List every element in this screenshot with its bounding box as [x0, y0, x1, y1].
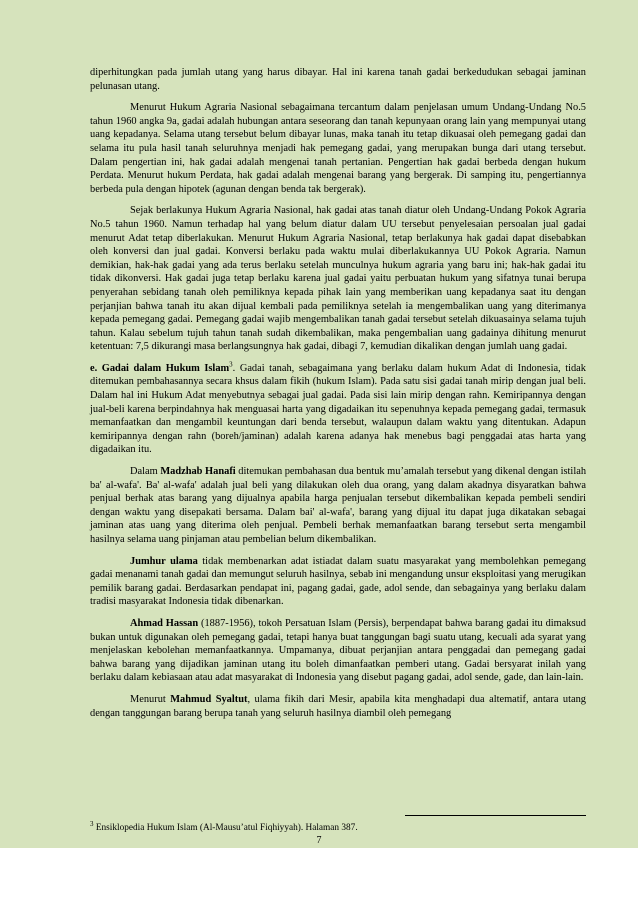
- footnote: [90, 819, 586, 834]
- paragraph-3: Sejak berlakunya Hukum Agraria Nasional, hak gadai atas tanah diatur oleh Undang-Undang Pokok Agraria No.5 tahun 1960. Namun terhadap hal yang belum diatur dalam UU tersebut penyelesaian persoalan jual gadai menurut Adat tetap diberlakukan. Menurut Hukum Agraria Nasional, tetap berlakunya hak gadai dapat disebabkan oleh konversi dan jual gadai. Konversi berlaku pada waktu mulai diberlakukannya UU Pokok Agraria. Namun demikian, hak-hak gadai yang ada terus berlaku setelah munculnya hukum agraria yang baru ini; hak-hak gadai itu tidak dikonversi. Hak gadai juga tetap berlaku karena jual gadai yaitu perbuatan hukum yang sifatnya tunai berupa penyerahan sebidang tanah oleh pemiliknya kepada pihak lain yang memberikan uang kepadanya saat itu dengan perjanjian bahwa tanah itu akan dijual kembali pada pemiliknya setelah ia mengembalikan uang yang diterimanya kepada pemegang gadai. Pemegang gadai wajib mengembalikan tanah gadai tersebut setelah dikuasainya selama tujuh tahun. Kalau sebelum tujuh tahun tanah sudah dikembalikan, maka pengembalian uang gadainya dihitung menurut ketentuan: 7,5 dikurangi masa berlangsungnya hak gadai, dibagi 7, kemudian dikalikan dengan jumlah uang gadai.: [90, 205, 586, 353]
- term-jumhur-ulama: Jumhur ulama: [130, 555, 198, 567]
- paragraph-jumhur-text: tidak membenarkan adat istiadat dalam suatu masyarakat yang membolehkan pemegang gadai menanami tanah gadai dan memungut seluruh hasilnya, sebab ini mengandung unsur eksploitasi yang merugikan pemilik barang gadai. Berdasarkan pendapat ini, pagang gadai, gade, adol sende, dan sebagainya yang berlaku dalam tradisi masyarakat Indonesia tidak dibenarkan.: [90, 555, 586, 608]
- paragraph-1: diperhitungkan pada jumlah utang yang harus dibayar. Hal ini karena tanah gadai berkedudukan sebagai jaminan pelunasan utang.: [90, 67, 586, 92]
- paragraph-2: Menurut Hukum Agraria Nasional sebagaimana tercantum dalam penjelasan umum Undang-Undang No.5 tahun 1960 angka 9a, gadai adalah hubungan antara seseorang dan tanah kepunyaan orang lain yang mempunyai utang uang kepadanya. Selama utang tersebut belum dibayar lunas, maka tanah itu tetap dikuasai oleh pemegang gadai dan selama itu pula hasil tanah seluruhnya menjadi hak pemegang gadai, yang merupakan bunga dari utang tersebut. Dalam pengertian ini, hak gadai adalah mengenai tanah pertanian. Pengertian hak gadai berbeda dengan hukum Perdata. Menurut hukum Perdata, hak gadai adalah mengenai barang yang bergerak. Di samping itu, pengertiannya berbeda pula dengan hipotek (agunan dengan benda tak bergerak).: [90, 102, 586, 195]
- paragraph-jumhur: [90, 555, 586, 609]
- page-number: 7: [316, 835, 322, 846]
- section-heading: e. Gadai dalam Hukum Islam: [90, 362, 230, 374]
- footnote-ref: 3: [229, 360, 233, 369]
- footnote-number: 3: [90, 819, 94, 828]
- page-body: [90, 66, 586, 728]
- section-e-paragraph: [90, 362, 586, 457]
- footnote-divider: [405, 815, 586, 816]
- footnote-text: Ensiklopedia Hukum Islam (Al-Mausu’atul Fiqhiyyah). Halaman 387.: [93, 823, 358, 833]
- term-madzhab-hanafi: Madzhab Hanafi: [160, 466, 236, 478]
- term-mahmud-syaltut: Mahmud Syaltut: [170, 693, 248, 705]
- paragraph-hanafi-text: ditemukan pembahasan dua bentuk mu’amalah tersebut yang dikenal dengan istilah ba' al-wafa'. Ba' al-wafa' adalah jual beli yang dilakukan oleh dua orang, yang dalam akadnya disyaratkan bahwa penjual berhak atas barang yang dijualnya apabila harga penjualan tersebut dikembalikan kepada pembeli sendiri dengan waktu yang disepakati bersama. Dalam bai' al-wafa', barang yang dijual itu dapat juga dikatakan sebagai jaminan atas uang yang diterima oleh penjual. Pembeli berhak memanfaatkan barang tersebut serta mengambil hasilnya selama uang pinjaman atau pembelian belum dikembalikan.: [90, 466, 587, 545]
- paragraph-hanafi: [90, 465, 586, 547]
- paragraph-syaltut-lead: Menurut: [130, 693, 171, 705]
- paragraph-hanafi-lead: Dalam: [130, 466, 161, 478]
- paragraph-ahmad-hassan-text: (1887-1956), tokoh Persatuan Islam (Persis), berpendapat bahwa barang gadai itu dimaksud bukan untuk digunakan oleh pemegang gadai, tetapi hanya buat tanggungan bagi suatu utang, kecuali ada syarat yang menjelaskan kebolehan memanfaatkannya. Umpamanya, dibuat perjanjian antara penggadai dan pemegang gadai bahwa barang yang dijadikan jaminan utang itu boleh dimanfaatkan pemberi utang. Gadai bersyarat inilah yang berlaku dalam kebiasaan atau adat masyarakat di Indonesia yang disebut pagang gadai, adol sende, gade, dan lain-lain.: [90, 617, 586, 684]
- paragraph-ahmad-hassan: [90, 617, 586, 685]
- section-e-text: . Gadai tanah, sebagaimana yang berlaku dalam hukum Adat di Indonesia, tidak ditemukan pembahasannya secara khsus dalam fikih (hukum Islam). Pada satu sisi gadai tanah mirip dengan jual beli. Dalam hal ini Hukum Adat menyebutnya sebagai jual gadai. Pada sisi lain mirip dengan rahn. Kemiripannya dengan jual-beli karena berpindahnya hak menguasai harta yang digadaikan itu sepenuhnya kepada pemegang gadai, termasuk memanfaatkan dan mengambil keuntungan dari benda tersebut, walaupun dalam waktu yang ditentukan. Adapun kemiripannya dengan rahn (boreh/jaminan) adalah karena adanya hak menebus bagi penggadai atas harta yang digadaikan itu.: [90, 362, 586, 456]
- term-ahmad-hassan: Ahmad Hassan: [130, 617, 199, 629]
- paragraph-syaltut-text: , ulama fikih dari Mesir, apabila kita menghadapi dua altematif, antara utang dengan tanggungan barang berupa tanah yang seluruh hasilnya diambil oleh pemegang: [90, 693, 586, 719]
- paragraph-syaltut: [90, 693, 586, 720]
